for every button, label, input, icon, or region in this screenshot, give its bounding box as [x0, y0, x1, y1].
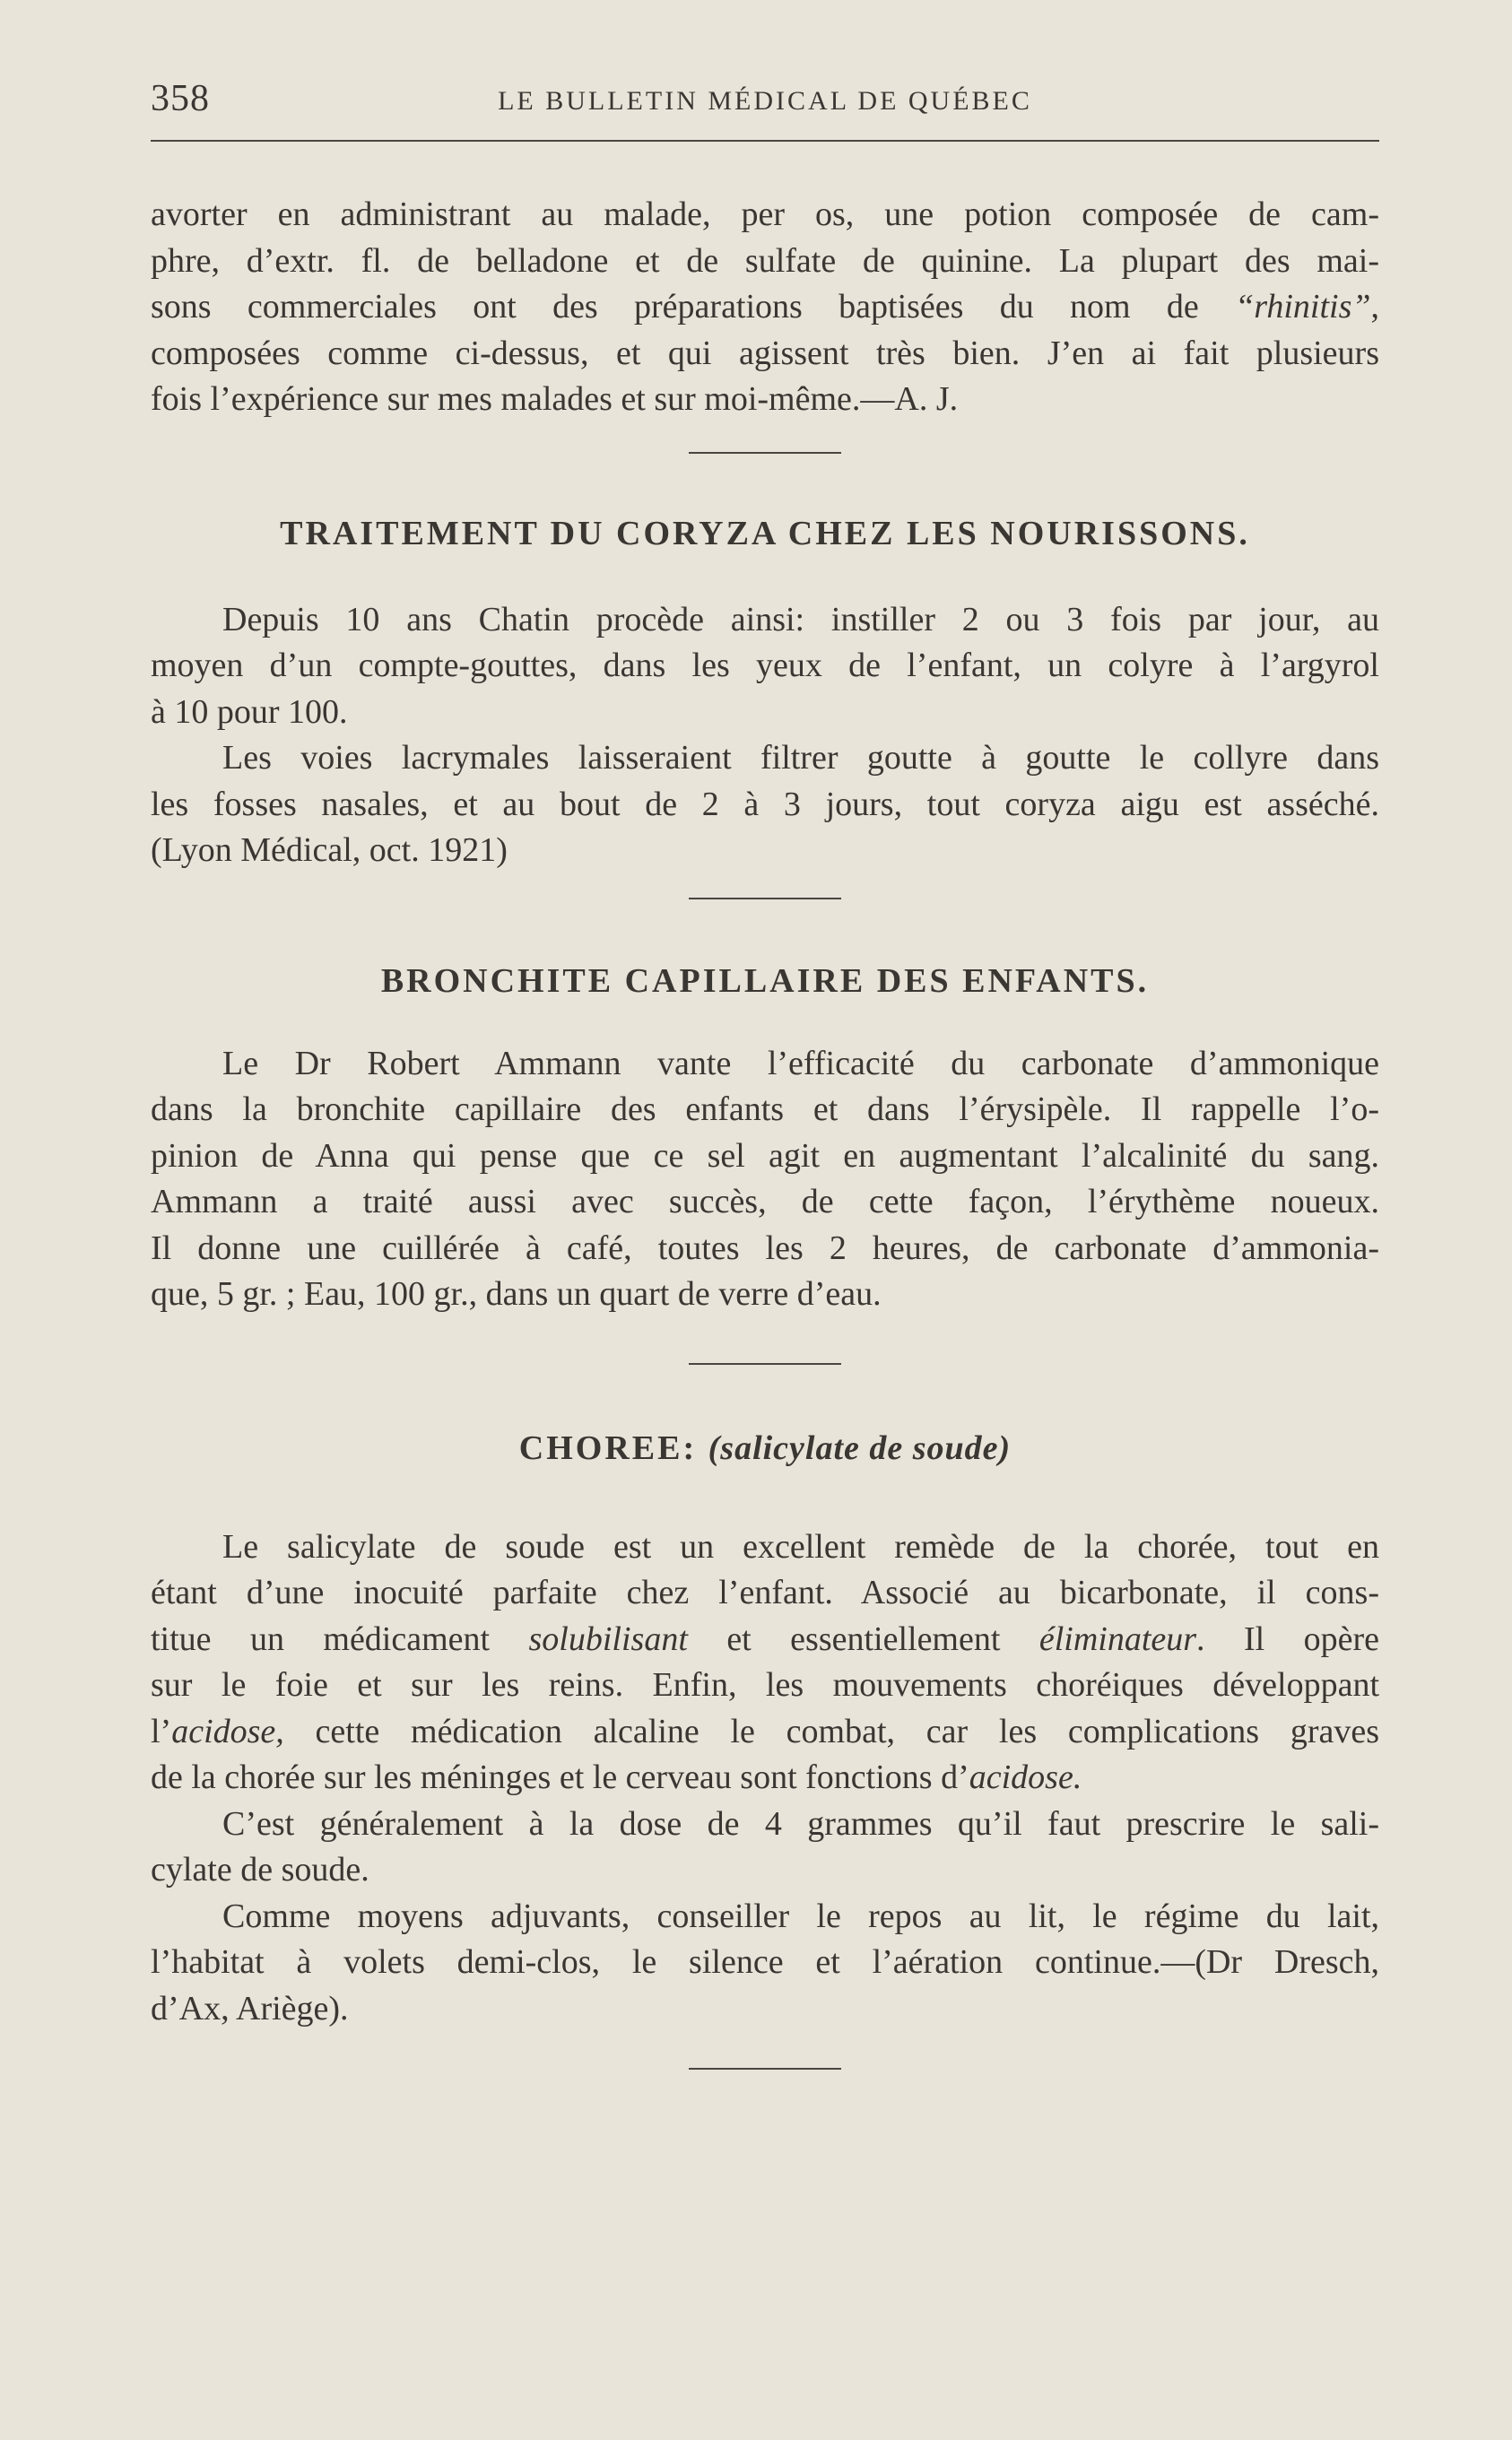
choree-paragraph-1	[151, 1524, 1379, 1802]
section-divider	[689, 1363, 841, 1365]
text-line: cylate de soude.	[151, 1851, 369, 1889]
text-line: Le Dr Robert Ammann vante l’efficacité du carbonate d’ammonique	[222, 1044, 1379, 1082]
section-title-bronchite: BRONCHITE CAPILLAIRE DES ENFANTS.	[380, 961, 1150, 1000]
section-divider	[689, 452, 841, 454]
intro-paragraph	[151, 192, 1379, 423]
text-line: sur le foie et sur les reins. Enfin, les mouvements choréiques développant	[151, 1666, 1379, 1704]
text-line: dans la bronchite capillaire des enfants et dans l’érysipèle. Il rappelle l’o-	[151, 1090, 1379, 1128]
text-line: les fosses nasales, et au bout de 2 à 3 jours, tout coryza aigu est asséché.	[151, 785, 1379, 823]
text-line: l’habitat à volets demi-clos, le silence et l’aération continue.—(Dr Dresch,	[151, 1943, 1379, 1981]
text-line: Ammann a traité aussi avec succès, de cette façon, l’érythème noueux.	[151, 1183, 1379, 1220]
text-line: de la chorée sur les méninges et le cerveau sont fonctions d’acidose.	[151, 1758, 1082, 1796]
article-body	[151, 192, 1379, 2070]
text-line: moyen d’un compte-gouttes, dans les yeux de l’enfant, un colyre à l’argyrol	[151, 647, 1379, 684]
choree-paragraph-2	[151, 1802, 1379, 1894]
text-line: à 10 pour 100.	[151, 692, 348, 731]
text-line: fois l’expérience sur mes malades et sur moi-même.—A. J.	[151, 380, 959, 418]
text-line: Les voies lacrymales laisseraient filtrer goutte à goutte le collyre dans	[222, 739, 1379, 777]
bronchite-paragraph	[151, 1041, 1379, 1318]
text-line: étant d’une inocuité parfaite chez l’enfant. Associé au bicarbonate, il cons-	[151, 1574, 1379, 1611]
text-line: l’acidose, cette médication alcaline le combat, car les complications graves	[151, 1712, 1379, 1750]
text-line: avorter en administrant au malade, per os, une potion composée de cam-	[151, 195, 1379, 233]
section-divider	[689, 898, 841, 899]
running-header	[151, 77, 1379, 142]
text-line: Il donne une cuillérée à café, toutes les 2 heures, de carbonate d’ammonia-	[151, 1229, 1379, 1267]
section-title-choree: CHOREE: (salicylate de soude)	[518, 1428, 1012, 1467]
page-number: 358	[151, 78, 210, 119]
text-line: Le salicylate de soude est un excellent remède de la chorée, tout en	[222, 1527, 1379, 1566]
title-italic: (salicylate de soude)	[708, 1428, 1012, 1467]
italic-term: “rhinitis”	[1235, 288, 1371, 326]
running-title: LE BULLETIN MÉDICAL DE QUÉBEC	[498, 86, 1032, 116]
section-divider	[689, 2068, 841, 2070]
text-line: titue un médicament solubilisant et essentiellement éliminateur. Il opère	[151, 1619, 1379, 1658]
coryza-paragraph-1	[151, 597, 1379, 736]
text-line: C’est généralement à la dose de 4 grammes qu’il faut prescrire le sali-	[222, 1804, 1379, 1843]
text-line: (Lyon Médical, oct. 1921)	[151, 831, 508, 869]
section-title-coryza: TRAITEMENT DU CORYZA CHEZ LES NOURISSONS.	[280, 514, 1250, 552]
text-line: sons commerciales ont des préparations baptisées du nom de “rhinitis”,	[151, 288, 1379, 326]
text-line: composées comme ci-dessus, et qui agissent très bien. J’en ai fait plusieurs	[151, 334, 1379, 372]
text-line: pinion de Anna qui pense que ce sel agit en augmentant l’alcalinité du sang.	[151, 1136, 1379, 1175]
text-line: d’Ax, Ariège).	[151, 1989, 349, 2028]
text-line: que, 5 gr. ; Eau, 100 gr., dans un quart de verre d’eau.	[151, 1275, 882, 1313]
text-line: Depuis 10 ans Chatin procède ainsi: instiller 2 ou 3 fois par jour, au	[222, 600, 1379, 638]
text-line: Comme moyens adjuvants, conseiller le repos au lit, le régime du lait,	[222, 1897, 1379, 1935]
choree-paragraph-3	[151, 1894, 1379, 2033]
text-line: phre, d’extr. fl. de belladone et de sulfate de quinine. La plupart des mai-	[151, 241, 1379, 280]
coryza-paragraph-2	[151, 735, 1379, 874]
